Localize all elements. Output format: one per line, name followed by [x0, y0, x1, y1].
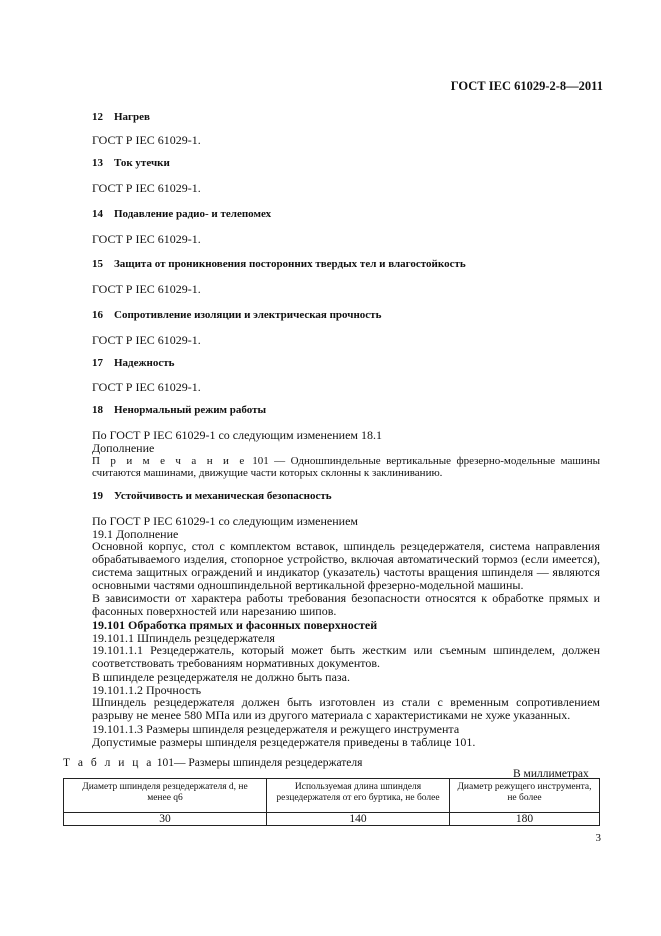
section-17-heading: [92, 357, 174, 369]
note-text: 101 — Одношпиндельные вертикальные фрезерно-модельные машины считаются машинами, движущие части которых склонны к заклиниванию.: [92, 455, 601, 479]
section-number: 14: [92, 208, 103, 220]
section-title: Устойчивость и механическая безопасность: [114, 490, 332, 502]
cell-spindle-length: 140: [267, 813, 450, 826]
document-header: ГОСТ IEC 61029-2-8—2011: [450, 79, 603, 93]
section-title: Подавление радио- и телепомех: [114, 208, 272, 220]
dimensions-table: [63, 778, 600, 826]
table-caption: [63, 757, 362, 769]
section-18-note: [92, 455, 600, 479]
section-number: 16: [92, 309, 103, 321]
section-16-body: ГОСТ Р IEC 61029-1.: [92, 333, 201, 347]
table-units: В миллиметрах: [513, 768, 589, 780]
section-title: Защита от проникновения посторонних твердых тел и влагостойкость: [114, 258, 466, 270]
page-number: 3: [595, 832, 601, 844]
column-header-tool-diameter: Диаметр режущего инструмента, не более: [450, 779, 600, 813]
section-19-line2: 19.1 Дополнение: [92, 527, 179, 541]
section-number: 15: [92, 258, 103, 270]
section-15-body: ГОСТ Р IEC 61029-1.: [92, 282, 201, 296]
table-caption-text: 101— Размеры шпинделя резцедержателя: [156, 757, 363, 769]
para-19-101-1-1: 19.101.1.1 Резцедержатель, который может быть жестким или съемным шпинделем, должен соответствовать требованиям нормативных документов.: [92, 643, 600, 670]
heading-19-101: 19.101 Обработка прямых и фасонных поверхностей: [92, 618, 378, 632]
section-19-heading: [92, 490, 332, 502]
section-number: 19: [92, 490, 103, 502]
heading-19-101-1-3: 19.101.1.3 Размеры шпинделя резцедержателя и режущего инструмента: [92, 722, 460, 736]
heading-19-101-1: 19.101.1 Шпиндель резцедержателя: [92, 631, 275, 645]
section-16-heading: [92, 309, 381, 321]
section-19-para2: В зависимости от характера работы требования безопасности относятся к обработке прямых и фасонных поверхностей или нарезанию шипов.: [92, 591, 600, 618]
section-17-body: ГОСТ Р IEC 61029-1.: [92, 380, 201, 394]
para-19-101-1-3: Допустимые размеры шпинделя резцедержателя приведены в таблице 101.: [92, 735, 476, 749]
section-title: Сопротивление изоляции и электрическая прочность: [114, 309, 382, 321]
table-caption-label: Т а б л и ц а: [63, 757, 154, 769]
para-19-101-1-2: Шпиндель резцедержателя должен быть изготовлен из стали с временным сопротивлением разрыву не менее 580 МПа или из другого материала с характеристиками не хуже указанных.: [92, 695, 600, 722]
section-title: Надежность: [114, 357, 175, 369]
cell-spindle-diameter: 30: [64, 813, 267, 826]
section-number: 12: [92, 111, 103, 123]
section-14-heading: [92, 208, 271, 220]
section-18-line2: Дополнение: [92, 441, 155, 455]
section-18-line1: По ГОСТ Р IEC 61029-1 со следующим изменением 18.1: [92, 428, 383, 442]
table-header-row: [64, 779, 600, 813]
section-number: 18: [92, 404, 103, 416]
section-number: 13: [92, 157, 103, 169]
note-label: П р и м е ч а н и е: [92, 455, 247, 467]
section-title: Ненормальный режим работы: [114, 404, 267, 416]
para-19-101-1-1-b: В шпинделе резцедержателя не должно быть паза.: [92, 670, 350, 684]
column-header-spindle-diameter: Диаметр шпинделя резцедержателя d, не менее q6: [64, 779, 267, 813]
section-title: Нагрев: [114, 111, 150, 123]
section-18-heading: [92, 404, 266, 416]
section-14-body: ГОСТ Р IEC 61029-1.: [92, 232, 201, 246]
section-15-heading: [92, 258, 466, 270]
cell-tool-diameter: 180: [450, 813, 600, 826]
section-12-body: ГОСТ Р IEC 61029-1.: [92, 133, 201, 147]
section-title: Ток утечки: [114, 157, 170, 169]
heading-19-101-1-2: 19.101.1.2 Прочность: [92, 683, 202, 697]
section-12-heading: [92, 111, 150, 123]
table-row: [64, 813, 600, 826]
column-header-spindle-length: Используемая длина шпинделя резцедержателя от его буртика, не более: [267, 779, 450, 813]
section-13-heading: [92, 157, 170, 169]
section-13-body: ГОСТ Р IEC 61029-1.: [92, 181, 201, 195]
section-number: 17: [92, 357, 103, 369]
section-19-para1: Основной корпус, стол с комплектом вставок, шпиндель резцедержателя, система направления обрабатываемого изделия, стопорное устройство, включая автоматический тормоз (если имеется), система защитных ограждений и индикатор (указатель) частоты вращения шпинделя — являются основными частями одношпиндельной вертикальной фрезерно-модельной машины.: [92, 539, 600, 592]
section-19-line1: По ГОСТ Р IEC 61029-1 со следующим изменением: [92, 514, 359, 528]
